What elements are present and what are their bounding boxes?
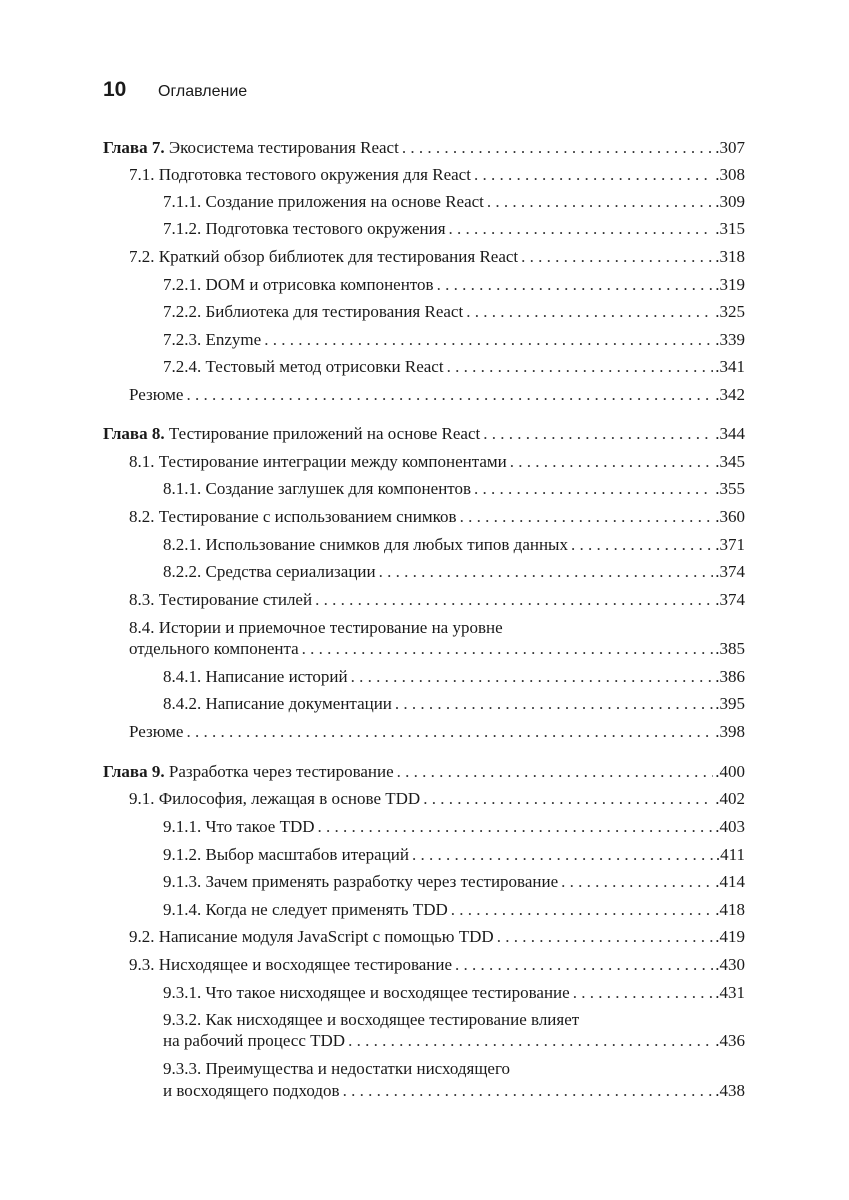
toc-section-9-3[interactable] <box>129 953 745 977</box>
leader-dots <box>315 588 713 612</box>
leader-dots <box>402 136 713 160</box>
toc-section-8-3[interactable] <box>129 588 745 612</box>
toc-chapter-9[interactable] <box>103 760 745 784</box>
toc-subsection-9-3-2[interactable] <box>163 1029 745 1053</box>
page-ref: .414 <box>715 872 745 891</box>
toc-subsection-9-3-3[interactable] <box>163 1079 745 1103</box>
page-ref: .431 <box>715 983 745 1002</box>
subsection-title-cont: на рабочий процесс TDD <box>163 1031 346 1050</box>
leader-dots <box>449 217 714 241</box>
subsection-title: 7.2.3. Enzyme <box>163 330 262 349</box>
subsection-title: 7.1.2. Подготовка тестового окружения <box>163 219 446 238</box>
leader-dots <box>318 815 714 839</box>
page-ref: .400 <box>715 762 745 781</box>
summary-title: Резюме <box>129 385 184 404</box>
page-ref: .430 <box>715 955 745 974</box>
leader-dots <box>521 245 713 269</box>
toc-subsection-9-3-3-line1[interactable]: 9.3.3. Преимущества и недостатки нисходящего <box>163 1059 511 1078</box>
page-ref: .374 <box>715 590 745 609</box>
page-ref: .386 <box>715 667 745 686</box>
leader-dots <box>264 328 713 352</box>
page-ref: .315 <box>715 219 745 238</box>
page-ref: .339 <box>715 330 745 349</box>
toc-section-8-4-line1[interactable]: 8.4. Истории и приемочное тестирование на уровне <box>129 618 503 637</box>
toc-section-8-4[interactable] <box>129 637 745 661</box>
leader-dots <box>561 870 713 894</box>
leader-dots <box>302 637 714 661</box>
section-title: 8.2. Тестирование с использованием снимков <box>129 507 457 526</box>
toc-subsection-8-2-2[interactable] <box>163 560 745 584</box>
toc-chapter-8[interactable] <box>103 422 745 446</box>
leader-dots <box>460 505 714 529</box>
leader-dots <box>423 787 713 811</box>
page-ref: .385 <box>715 639 745 658</box>
page-ref: .374 <box>715 562 745 581</box>
leader-dots <box>348 1029 713 1053</box>
toc-section-7-1[interactable] <box>129 163 745 187</box>
leader-dots <box>395 692 713 716</box>
page-ref: .344 <box>715 424 745 443</box>
subsection-title: 8.2.1. Использование снимков для любых типов данных <box>163 535 568 554</box>
toc-subsection-8-1-1[interactable] <box>163 477 745 501</box>
leader-dots <box>186 720 713 744</box>
toc-section-9-2[interactable] <box>129 925 745 949</box>
leader-dots <box>186 383 713 407</box>
page-ref: .436 <box>715 1031 745 1050</box>
subsection-title: 7.1.1. Создание приложения на основе React <box>163 192 484 211</box>
leader-dots <box>451 898 714 922</box>
chapter-label: Глава 8. <box>103 424 165 443</box>
toc-summary-7[interactable] <box>129 383 745 407</box>
page-ref: .418 <box>715 900 745 919</box>
leader-dots <box>483 422 713 446</box>
subsection-title: 7.2.1. DOM и отрисовка компонентов <box>163 275 434 294</box>
toc-subsection-8-4-2[interactable] <box>163 692 745 716</box>
toc-section-8-2[interactable] <box>129 505 745 529</box>
toc-subsection-9-1-2[interactable] <box>163 843 745 867</box>
section-title: 7.2. Краткий обзор библиотек для тестирования React <box>129 247 519 266</box>
page-ref: .419 <box>715 927 745 946</box>
leader-dots <box>487 190 713 214</box>
subsection-title: 9.1.4. Когда не следует применять TDD <box>163 900 448 919</box>
running-title: Оглавление <box>158 83 248 100</box>
page-ref: .308 <box>715 165 745 184</box>
leader-dots <box>412 843 714 867</box>
chapter-label: Глава 9. <box>103 762 165 781</box>
page-ref: .371 <box>715 535 745 554</box>
toc-subsection-7-1-2[interactable] <box>163 217 745 241</box>
page-number: 10 <box>103 78 127 101</box>
page-ref: .325 <box>715 302 745 321</box>
page-header <box>103 78 247 104</box>
section-title: 7.1. Подготовка тестового окружения для React <box>129 165 471 184</box>
subsection-title: 8.1.1. Создание заглушек для компонентов <box>163 479 472 498</box>
page-ref: .402 <box>715 789 745 808</box>
leader-dots <box>497 925 714 949</box>
page-ref: .355 <box>715 479 745 498</box>
subsection-title: 9.1.3. Зачем применять разработку через тестирование <box>163 872 559 891</box>
page-ref: .342 <box>715 385 745 404</box>
subsection-title: 9.1.1. Что такое TDD <box>163 817 315 836</box>
leader-dots <box>343 1079 714 1103</box>
subsection-title: 8.4.2. Написание документации <box>163 694 392 713</box>
subsection-title: 8.4.1. Написание историй <box>163 667 348 686</box>
toc-subsection-8-2-1[interactable] <box>163 533 745 557</box>
leader-dots <box>474 163 713 187</box>
leader-dots <box>351 665 714 689</box>
section-title-cont: отдельного компонента <box>129 639 299 658</box>
toc-subsection-7-2-2[interactable] <box>163 300 745 324</box>
page-ref: .403 <box>715 817 745 836</box>
toc-subsection-9-1-4[interactable] <box>163 898 745 922</box>
section-title: 9.2. Написание модуля JavaScript с помощью TDD <box>129 927 494 946</box>
leader-dots <box>379 560 714 584</box>
page-ref: .341 <box>715 357 745 376</box>
toc-subsection-8-4-1[interactable] <box>163 665 745 689</box>
toc-chapter-7[interactable] <box>103 136 745 160</box>
subsection-title: 7.2.4. Тестовый метод отрисовки React <box>163 357 444 376</box>
page-ref: .319 <box>715 275 745 294</box>
leader-dots <box>474 477 713 501</box>
leader-dots <box>573 981 714 1005</box>
leader-dots <box>447 355 714 379</box>
toc-subsection-9-3-2-line1[interactable]: 9.3.2. Как нисходящее и восходящее тестирование влияет <box>163 1010 580 1029</box>
leader-dots <box>466 300 713 324</box>
page-ref: .360 <box>715 507 745 526</box>
page-ref: .438 <box>715 1081 745 1100</box>
toc-subsection-9-3-1[interactable] <box>163 981 745 1005</box>
subsection-title: 7.2.2. Библиотека для тестирования React <box>163 302 464 321</box>
subsection-title: 9.1.2. Выбор масштабов итераций <box>163 845 410 864</box>
subsection-title: 9.3.1. Что такое нисходящее и восходящее тестирование <box>163 983 570 1002</box>
page-ref: .398 <box>715 722 745 741</box>
chapter-title: Экосистема тестирования React <box>164 138 399 157</box>
toc-subsection-7-2-1[interactable] <box>163 273 745 297</box>
leader-dots <box>571 533 713 557</box>
subsection-title-cont: и восходящего подходов <box>163 1081 340 1100</box>
section-title: 8.3. Тестирование стилей <box>129 590 313 609</box>
section-title: 9.3. Нисходящее и восходящее тестирование <box>129 955 453 974</box>
chapter-title: Тестирование приложений на основе React <box>164 424 481 443</box>
page-ref: .345 <box>715 452 745 471</box>
leader-dots <box>397 760 714 784</box>
page-ref: .307 <box>715 138 745 157</box>
leader-dots <box>437 273 714 297</box>
page-ref: .411 <box>715 845 745 864</box>
toc-subsection-9-1-1[interactable] <box>163 815 745 839</box>
toc-section-7-2[interactable] <box>129 245 745 269</box>
subsection-title: 8.2.2. Средства сериализации <box>163 562 376 581</box>
page-ref: .309 <box>715 192 745 211</box>
leader-dots <box>510 450 713 474</box>
toc-subsection-7-2-4[interactable] <box>163 355 745 379</box>
toc-section-9-1[interactable] <box>129 787 745 811</box>
page-ref: .395 <box>715 694 745 713</box>
toc-subsection-9-1-3[interactable] <box>163 870 745 894</box>
section-title: 9.1. Философия, лежащая в основе TDD <box>129 789 421 808</box>
chapter-title: Разработка через тестирование <box>164 762 394 781</box>
toc-section-8-1[interactable] <box>129 450 745 474</box>
section-title: 8.1. Тестирование интеграции между компонентами <box>129 452 507 471</box>
summary-title: Резюме <box>129 722 184 741</box>
leader-dots <box>455 953 713 977</box>
page-ref: .318 <box>715 247 745 266</box>
toc-summary-8[interactable] <box>129 720 745 744</box>
toc-subsection-7-1-1[interactable] <box>163 190 745 214</box>
chapter-label: Глава 7. <box>103 138 165 157</box>
toc-subsection-7-2-3[interactable] <box>163 328 745 352</box>
